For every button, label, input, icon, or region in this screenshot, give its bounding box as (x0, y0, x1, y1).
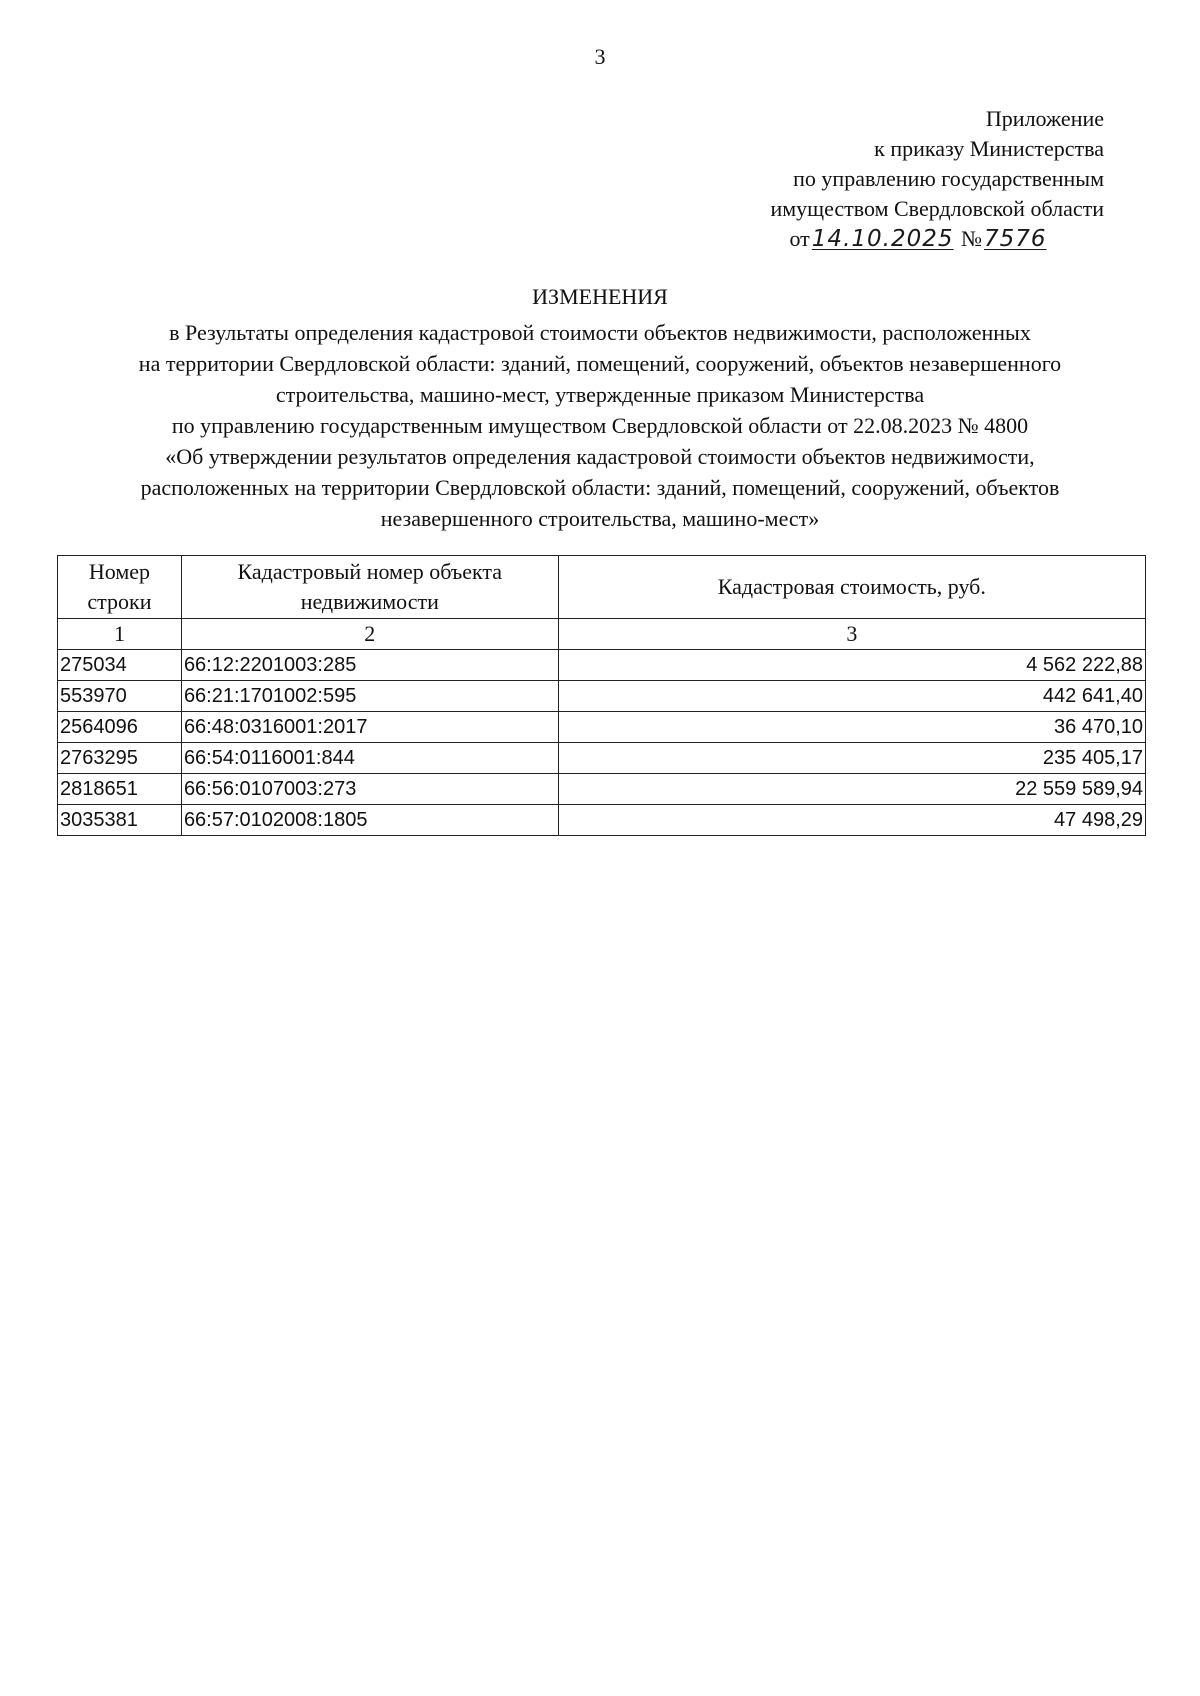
cadastral-cost-cell: 36 470,10 (558, 712, 1145, 743)
row-number-cell: 2818651 (58, 774, 182, 805)
table-row (58, 681, 1146, 712)
cadastral-cost-table (57, 555, 1146, 836)
subheading-line: строительства, машино-мест, утвержденные приказом Министерства (275, 382, 925, 407)
column-index: 3 (558, 619, 1145, 650)
subheading-line: на территории Свердловской области: зданий, помещений, сооружений, объектов незавершенного (138, 351, 1062, 376)
page-number: 3 (594, 44, 606, 69)
appendix-line: к приказу Министерства (874, 136, 1104, 161)
appendix-line: имуществом Свердловской области (770, 196, 1104, 221)
appendix-line: Приложение (985, 106, 1104, 131)
header-cadastral-cost: Кадастровая стоимость, руб. (558, 556, 1145, 619)
cadastral-number-cell: 66:57:0102008:1805 (181, 805, 558, 836)
header-row-number: Номер строки (58, 556, 182, 619)
cadastral-number-cell: 66:48:0316001:2017 (181, 712, 558, 743)
order-reference (770, 224, 1104, 254)
subheading-line: расположенных на территории Свердловской области: зданий, помещений, сооружений, объектов (140, 475, 1060, 500)
document-heading: ИЗМЕНЕНИЯ (532, 284, 668, 309)
date-prefix: от (789, 226, 810, 251)
table-index-row (58, 619, 1146, 650)
subheading-line: по управлению государственным имуществом Свердловской области от 22.08.2023 № 4800 (171, 413, 1029, 438)
table-row (58, 712, 1146, 743)
appendix-line: по управлению государственным (793, 166, 1104, 191)
cadastral-cost-cell: 442 641,40 (558, 681, 1145, 712)
document-subheading (60, 317, 1140, 534)
column-index: 1 (58, 619, 182, 650)
cadastral-cost-cell: 22 559 589,94 (558, 774, 1145, 805)
cadastral-number-cell: 66:12:2201003:285 (181, 650, 558, 681)
header-cadastral-number: Кадастровый номер объекта недвижимости (181, 556, 558, 619)
row-number-cell: 2763295 (58, 743, 182, 774)
subheading-line: в Результаты определения кадастровой стоимости объектов недвижимости, расположенных (169, 320, 1031, 345)
table-row (58, 650, 1146, 681)
table-row (58, 774, 1146, 805)
number-prefix: № (961, 226, 982, 251)
cadastral-cost-cell: 4 562 222,88 (558, 650, 1145, 681)
table-header-row (58, 556, 1146, 619)
row-number-cell: 275034 (58, 650, 182, 681)
handwritten-date: 14.10.2025 (811, 226, 954, 252)
column-index: 2 (181, 619, 558, 650)
table-row (58, 743, 1146, 774)
subheading-line: незавершенного строительства, машино-мест» (380, 506, 820, 531)
handwritten-order-number: 7576 (984, 226, 1047, 252)
row-number-cell: 3035381 (58, 805, 182, 836)
cadastral-number-cell: 66:56:0107003:273 (181, 774, 558, 805)
row-number-cell: 2564096 (58, 712, 182, 743)
appendix-block (770, 104, 1104, 254)
cadastral-cost-cell: 47 498,29 (558, 805, 1145, 836)
subheading-line: «Об утверждении результатов определения кадастровой стоимости объектов недвижимости, (165, 444, 1035, 469)
cadastral-number-cell: 66:21:1701002:595 (181, 681, 558, 712)
cadastral-cost-cell: 235 405,17 (558, 743, 1145, 774)
cadastral-number-cell: 66:54:0116001:844 (181, 743, 558, 774)
table-row (58, 805, 1146, 836)
row-number-cell: 553970 (58, 681, 182, 712)
